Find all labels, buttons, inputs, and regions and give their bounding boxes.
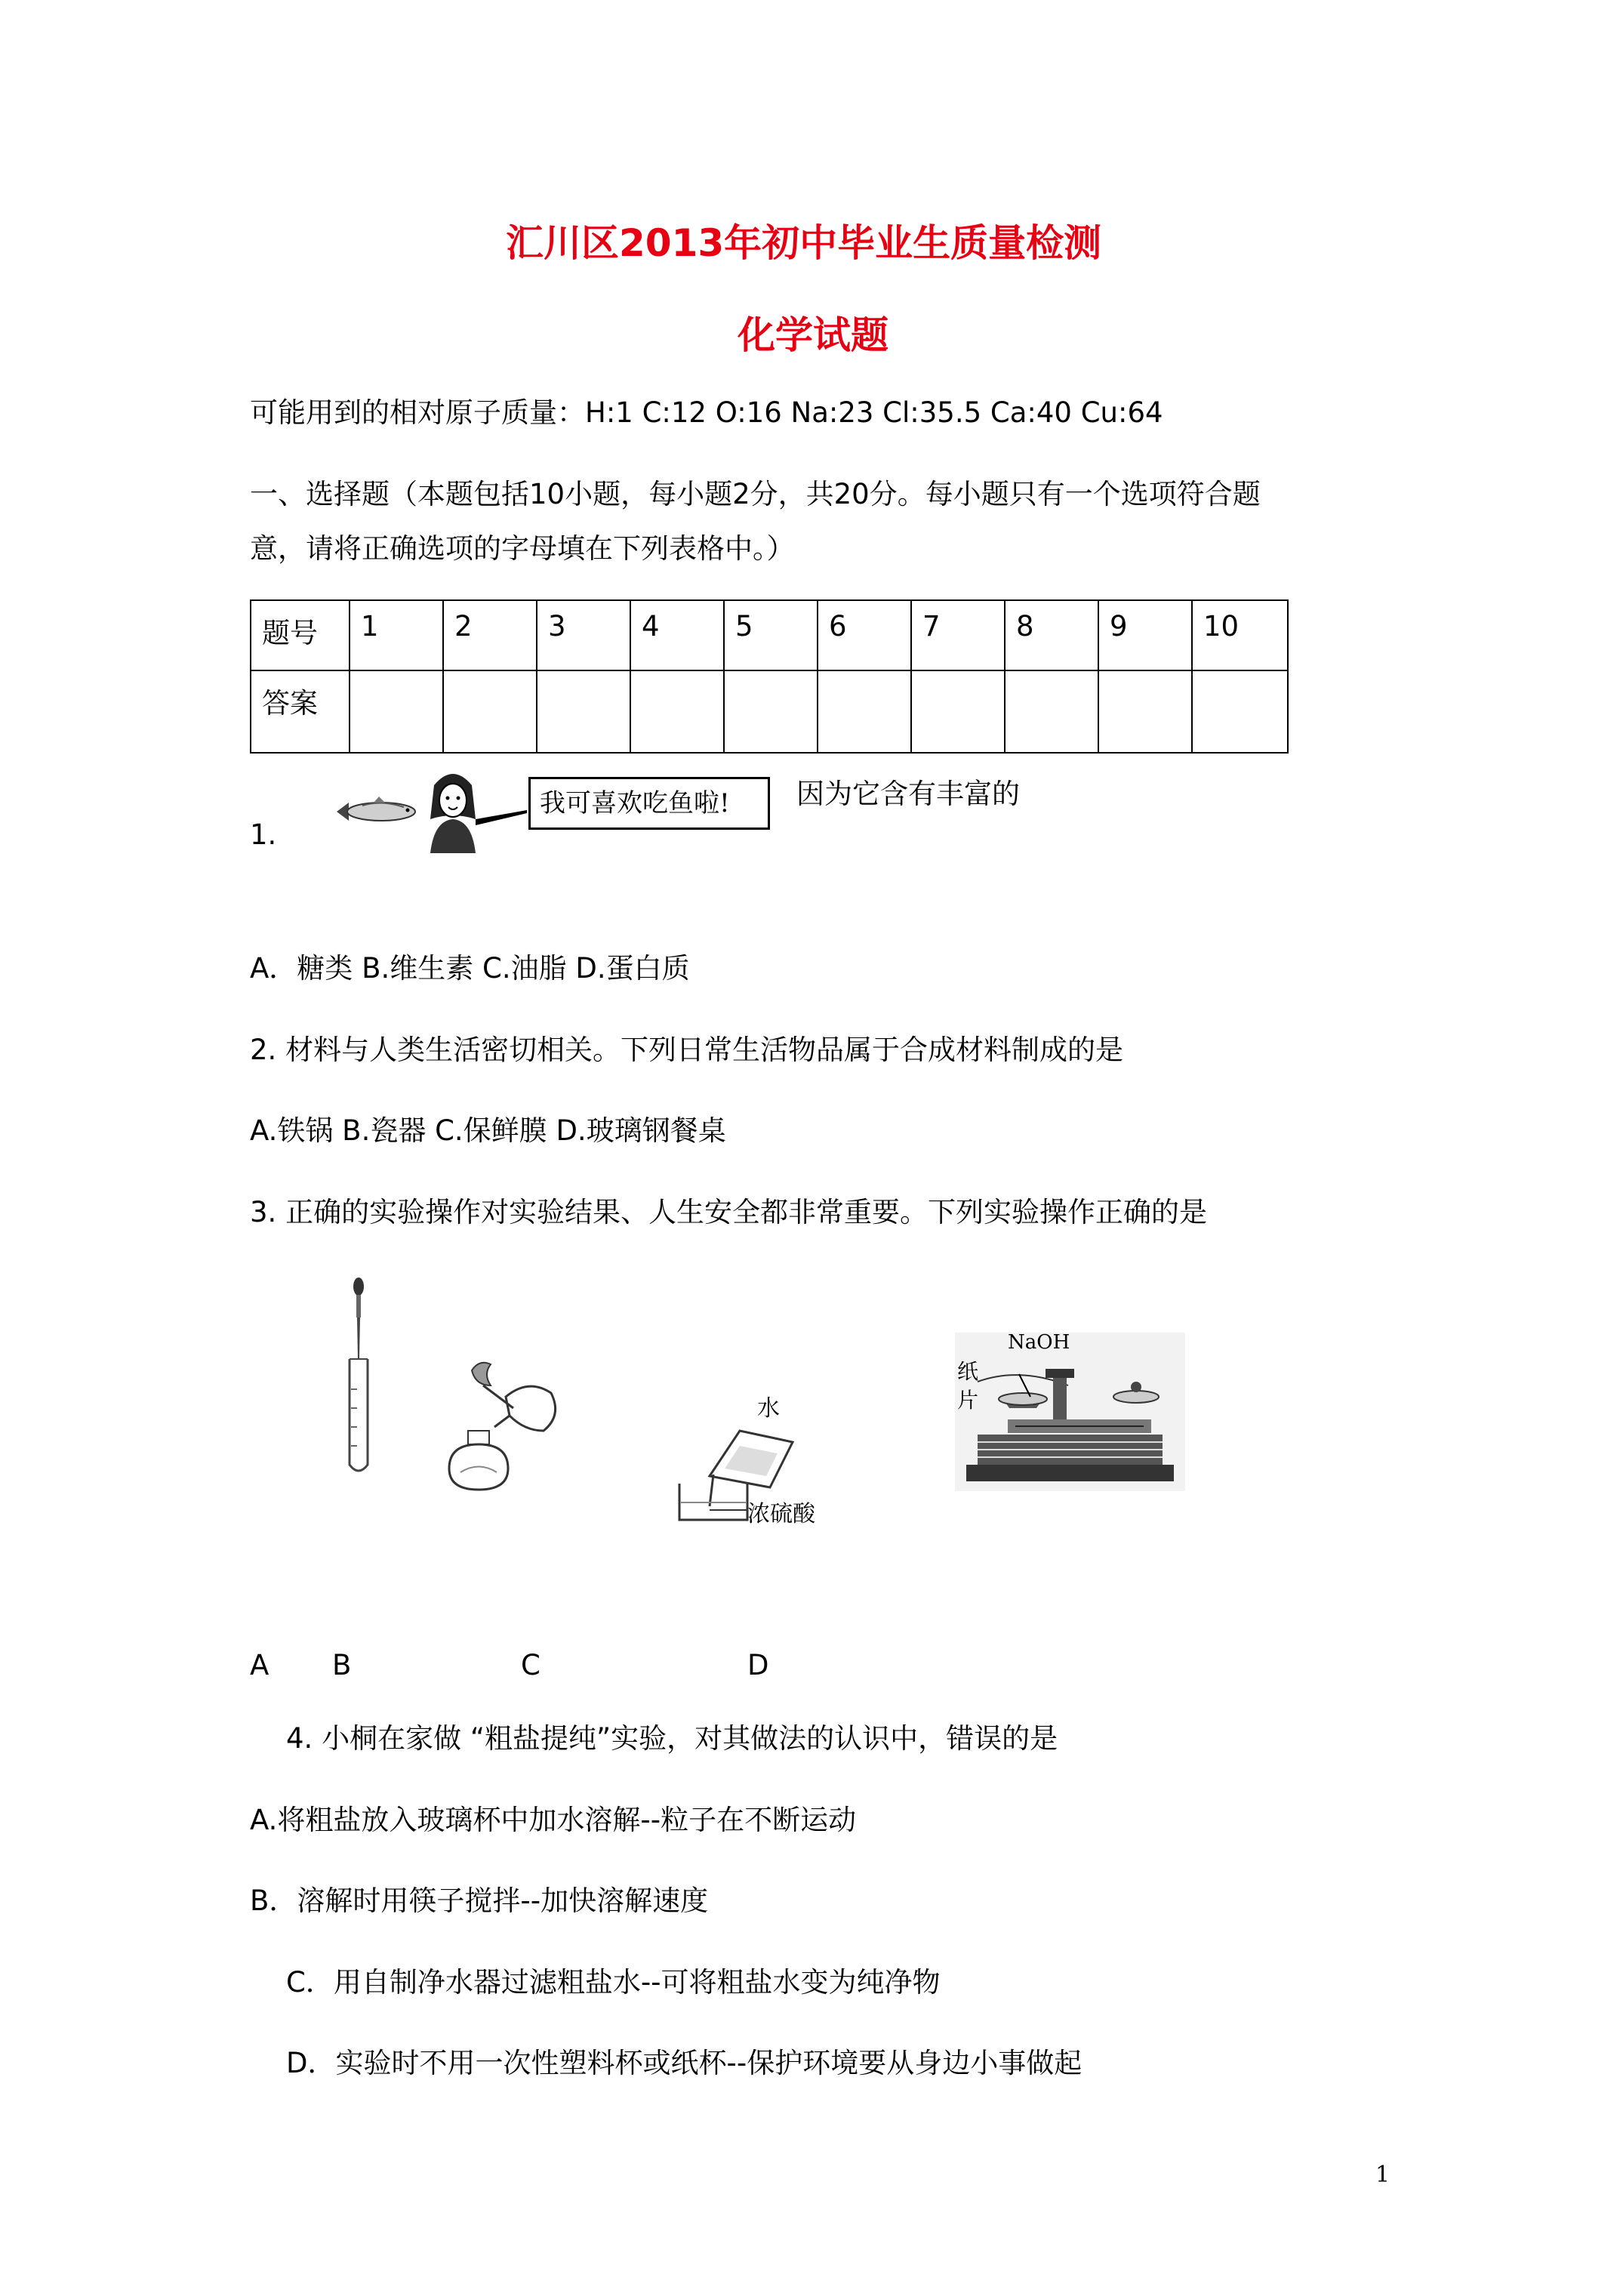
q2-stem: 2. 材料与人类生活密切相关。下列日常生活物品属于合成材料制成的是 [250, 1034, 1124, 1066]
table-cell: 8 [1005, 600, 1098, 670]
label-naoh: NaOH [1008, 1331, 1070, 1354]
q2-options: A.铁锅 B.瓷器 C.保鲜膜 D.玻璃钢餐桌 [250, 1114, 726, 1147]
table-row [251, 600, 1288, 670]
label-water: 水 [757, 1395, 780, 1422]
dropper-testtube-figure [343, 1276, 374, 1480]
answer-cell[interactable] [1005, 670, 1098, 753]
exam-subtitle: 化学试题 [738, 313, 888, 357]
answer-cell[interactable] [1098, 670, 1192, 753]
q3-stem: 3. 正确的实验操作对实验结果、人生安全都非常重要。下列实验操作正确的是 [250, 1196, 1208, 1228]
label-paper-1: 纸 [957, 1359, 979, 1384]
page-number: 1 [1375, 2162, 1390, 2188]
q4-option-c: C．用自制净水器过滤粗盐水--可将粗盐水变为纯净物 [286, 1966, 941, 1999]
balance-figure [955, 1333, 1185, 1491]
table-cell: 7 [911, 600, 1005, 670]
table-cell: 题号 [251, 600, 350, 670]
answer-cell[interactable] [911, 670, 1005, 753]
answer-table [250, 599, 1289, 754]
table-cell: 答案 [251, 670, 350, 753]
fish-girl-illustration [332, 766, 528, 857]
q4-option-a: A.将粗盐放入玻璃杯中加水溶解--粒子在不断运动 [250, 1804, 857, 1836]
q3-choice-b: B [332, 1649, 352, 1681]
q4-option-d: D．实验时不用一次性塑料杯或纸杯--保护环境要从身边小事做起 [286, 2047, 1083, 2079]
q1-number: 1. [250, 818, 277, 851]
answer-cell[interactable] [630, 670, 724, 753]
label-conc-sulfuric-acid: 浓硫酸 [747, 1501, 815, 1527]
answer-cell[interactable] [443, 670, 537, 753]
table-cell: 6 [818, 600, 911, 670]
table-cell: 2 [443, 600, 537, 670]
q3-choice-c: C [521, 1649, 540, 1681]
atomic-masses: 可能用到的相对原子质量：H:1 C:12 O:16 Na:23 Cl:35.5 Ca:40 Cu:64 [250, 396, 1163, 429]
table-row [251, 670, 1288, 753]
answer-cell[interactable] [818, 670, 911, 753]
q1-options: A．糖类 B.维生素 C.油脂 D.蛋白质 [250, 952, 690, 985]
answer-cell[interactable] [537, 670, 630, 753]
table-cell: 9 [1098, 600, 1192, 670]
answer-cell[interactable] [1192, 670, 1288, 753]
q4-stem: 4. 小桐在家做 “粗盐提纯”实验，对其做法的认识中，错误的是 [286, 1722, 1058, 1755]
table-cell: 10 [1192, 600, 1288, 670]
fish-icon [337, 797, 415, 821]
table-cell: 4 [630, 600, 724, 670]
table-cell: 3 [537, 600, 630, 670]
table-cell: 5 [724, 600, 818, 670]
section-intro-line2: 意，请将正确选项的字母填在下列表格中。） [250, 532, 795, 565]
q3-choice-a: A [250, 1649, 269, 1681]
answer-cell[interactable] [724, 670, 818, 753]
section-intro-line1: 一、选择题（本题包括10小题，每小题2分，共20分。每小题只有一个选项符合题 [250, 478, 1261, 510]
q4-option-b: B．溶解时用筷子搅拌--加快溶解速度 [250, 1885, 709, 1917]
table-cell: 1 [350, 600, 443, 670]
answer-cell[interactable] [350, 670, 443, 753]
label-paper-2: 片 [957, 1388, 979, 1413]
girl-icon [430, 774, 527, 853]
alcohol-lamp-figure [438, 1355, 570, 1495]
exam-title: 汇川区2013年初中毕业生质量检测 [506, 221, 1102, 265]
q3-choice-d: D [747, 1649, 769, 1681]
q1-stem: 因为它含有丰富的 [796, 778, 1020, 810]
speech-bubble: 我可喜欢吃鱼啦! [528, 777, 770, 830]
